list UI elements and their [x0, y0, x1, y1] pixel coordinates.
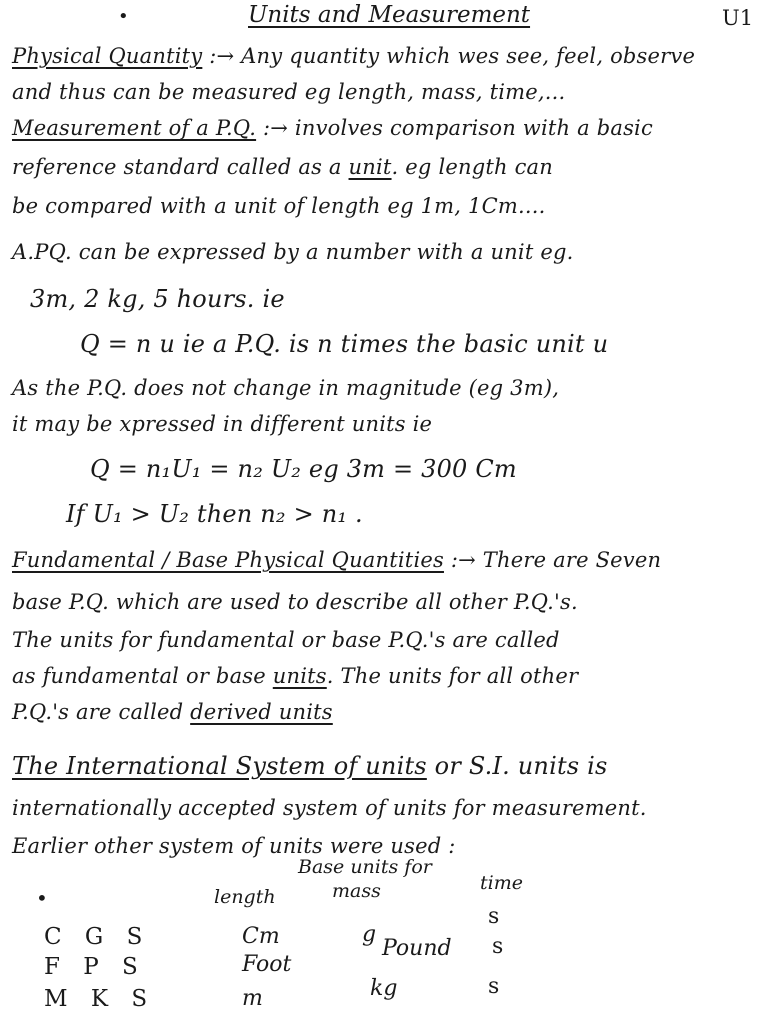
- table-cell-length: Cm: [242, 924, 280, 949]
- line-text: . eg length can: [391, 155, 554, 179]
- note-line: [12, 116, 653, 140]
- line-text: . The units for all other: [326, 664, 579, 688]
- column-header-length: length: [214, 886, 276, 908]
- table-row-system: M K S: [44, 986, 156, 1012]
- line-text: reference standard called as a: [12, 155, 349, 179]
- equation-line: If U₁ > U₂ then n₂ > n₁ .: [66, 500, 363, 528]
- term-measurement: Measurement of a P.Q.: [12, 116, 257, 140]
- table-cell-time: s: [488, 904, 500, 929]
- term-fundamental-quantities: Fundamental / Base Physical Quantities: [12, 548, 444, 572]
- page-number: U1: [722, 6, 754, 30]
- table-row-system: F P S: [44, 954, 146, 980]
- term-physical-quantity: Physical Quantity: [12, 44, 203, 68]
- definition-text: :→ There are Seven: [450, 548, 662, 572]
- table-cell-mass: g: [362, 922, 377, 947]
- term-unit: unit: [348, 155, 392, 179]
- line-text: P.Q.'s are called: [12, 700, 191, 724]
- note-line: it may be xpressed in different units ie: [12, 412, 433, 436]
- table-cell-mass: kg: [370, 976, 398, 1001]
- page-title: Units and Measurement: [248, 2, 531, 28]
- note-line: [12, 155, 553, 179]
- equation-line: Q = n₁U₁ = n₂ U₂ eg 3m = 300 Cm: [90, 455, 517, 483]
- table-cell-length: m: [242, 986, 263, 1011]
- bullet-dot: •: [36, 886, 48, 910]
- table-row-system: C G S: [44, 924, 151, 950]
- note-line: [12, 752, 608, 780]
- note-line: base P.Q. which are used to describe all other P.Q.'s.: [12, 590, 578, 614]
- note-line: The units for fundamental or base P.Q.'s are called: [12, 628, 560, 652]
- note-line: internationally accepted system of units for measurement.: [12, 796, 647, 820]
- term-derived-units: derived units: [190, 700, 333, 724]
- term-units: units: [272, 664, 327, 688]
- table-cell-time: s: [492, 934, 504, 959]
- note-line: A.PQ. can be expressed by a number with a unit eg.: [12, 240, 574, 264]
- note-line: and thus can be measured eg length, mass, time,...: [12, 80, 566, 104]
- note-line: [12, 44, 695, 68]
- note-line: be compared with a unit of length eg 1m, 1Cm....: [12, 194, 546, 218]
- column-header-mass: mass: [332, 880, 381, 902]
- table-caption: Base units for: [298, 856, 432, 878]
- ink-dot: •: [118, 6, 129, 27]
- definition-text: :→ Any quantity which wes see, feel, observe: [209, 44, 696, 68]
- table-cell-length: Foot: [242, 952, 292, 977]
- term-si-system: The International System of units: [12, 752, 427, 780]
- table-cell-time: s: [488, 974, 500, 999]
- note-line: 3m, 2 kg, 5 hours. ie: [30, 285, 285, 313]
- definition-text: :→ involves comparison with a basic: [262, 116, 653, 140]
- note-line: [12, 700, 333, 724]
- table-cell-mass: Pound: [382, 936, 452, 961]
- note-line: [12, 548, 661, 572]
- line-text: as fundamental or base: [12, 664, 273, 688]
- definition-text: or S.I. units is: [434, 752, 608, 780]
- note-line: Earlier other system of units were used :: [12, 834, 456, 858]
- equation-line: Q = n u ie a P.Q. is n times the basic unit u: [80, 330, 609, 358]
- note-line: As the P.Q. does not change in magnitude (eg 3m),: [12, 376, 560, 400]
- note-line: [12, 664, 578, 688]
- column-header-time: time: [480, 872, 523, 894]
